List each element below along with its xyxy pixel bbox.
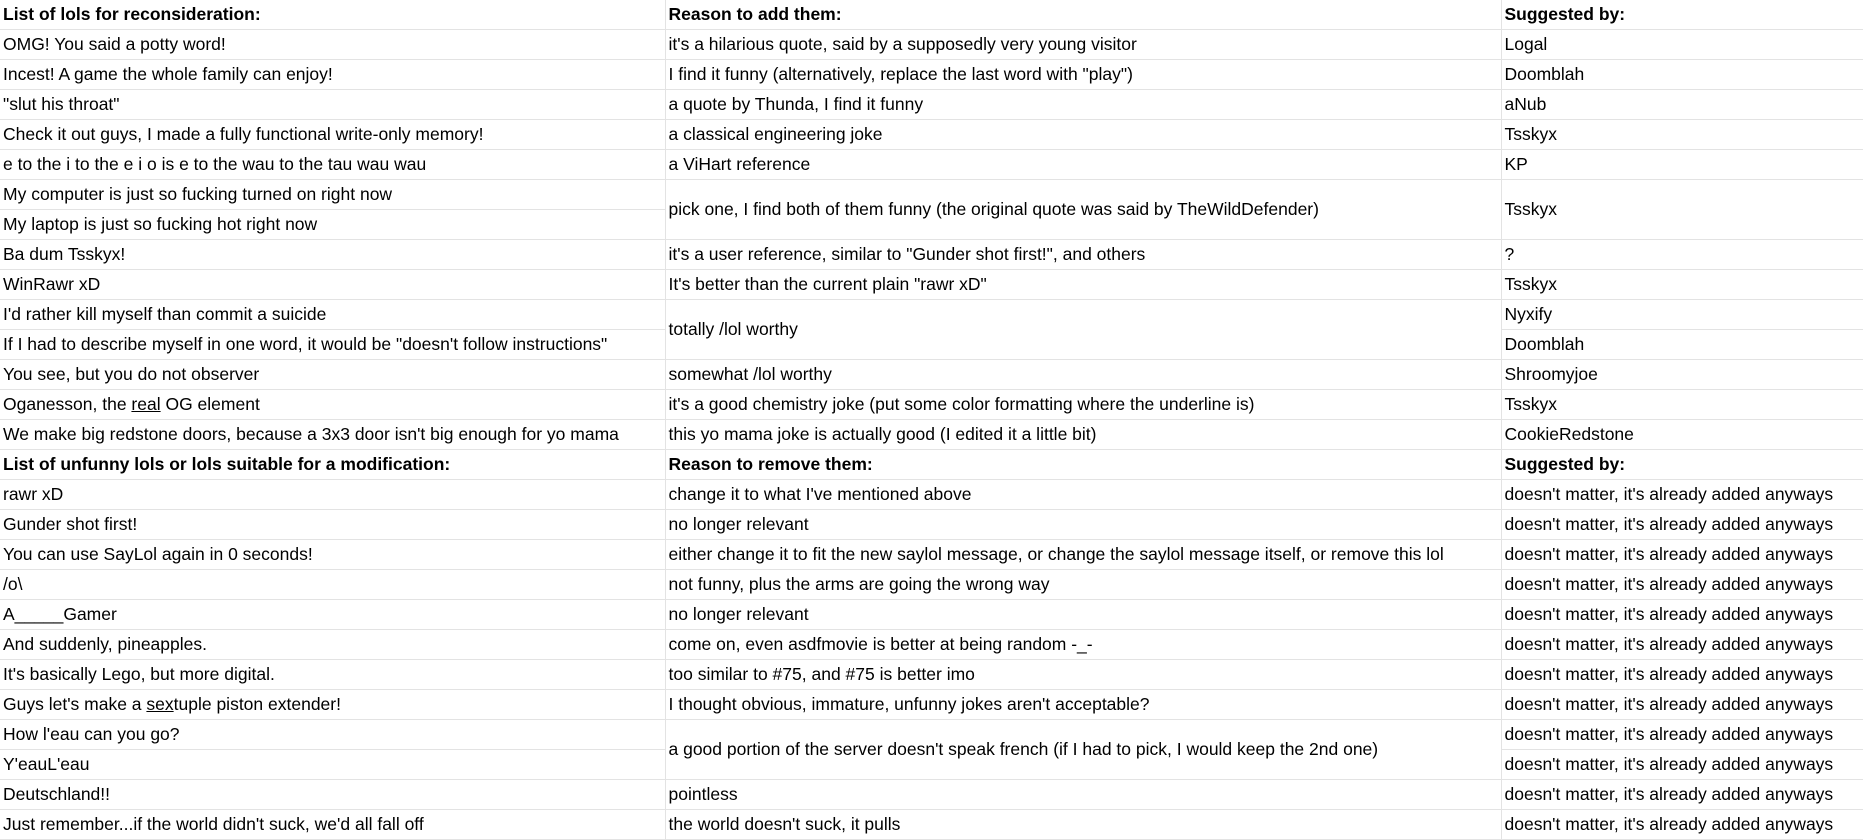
header-suggested-cell[interactable]: Suggested by: — [1501, 0, 1863, 30]
reason-cell[interactable]: too similar to #75, and #75 is better imo — [665, 660, 1501, 690]
reason-cell[interactable]: I thought obvious, immature, unfunny jokes aren't acceptable? — [665, 690, 1501, 720]
suggested-by-cell[interactable]: CookieRedstone — [1501, 420, 1863, 450]
reason-cell-merged[interactable]: a good portion of the server doesn't speak french (if I had to pick, I would keep the 2nd one) — [665, 720, 1501, 780]
lol-cell[interactable]: Incest! A game the whole family can enjoy! — [0, 60, 665, 90]
reason-cell[interactable]: it's a hilarious quote, said by a supposedly very young visitor — [665, 30, 1501, 60]
table-row — [0, 150, 1863, 180]
table-row — [0, 420, 1863, 450]
suggested-by-cell[interactable]: Nyxify — [1501, 300, 1863, 330]
lol-cell[interactable]: WinRawr xD — [0, 270, 665, 300]
header-lols-cell[interactable]: List of lols for reconsideration: — [0, 0, 665, 30]
suggested-by-cell[interactable]: doesn't matter, it's already added anyways — [1501, 720, 1863, 750]
suggested-by-cell[interactable]: KP — [1501, 150, 1863, 180]
lol-text-underlined: sex — [146, 694, 174, 714]
suggested-by-cell[interactable]: doesn't matter, it's already added anyways — [1501, 780, 1863, 810]
suggested-by-cell[interactable]: Shroomyjoe — [1501, 360, 1863, 390]
header-reason-cell[interactable]: Reason to add them: — [665, 0, 1501, 30]
lol-cell[interactable]: I'd rather kill myself than commit a suicide — [0, 300, 665, 330]
suggested-by-cell[interactable]: aNub — [1501, 90, 1863, 120]
suggested-by-cell[interactable]: doesn't matter, it's already added anyways — [1501, 630, 1863, 660]
lol-text-post: tuple piston extender! — [173, 694, 341, 714]
suggested-by-cell[interactable]: Logal — [1501, 30, 1863, 60]
header-reason-cell[interactable]: Reason to remove them: — [665, 450, 1501, 480]
reason-cell[interactable]: not funny, plus the arms are going the wrong way — [665, 570, 1501, 600]
lol-cell[interactable]: My laptop is just so fucking hot right now — [0, 210, 665, 240]
table-row — [0, 240, 1863, 270]
lol-cell[interactable] — [0, 390, 665, 420]
reason-cell[interactable]: either change it to fit the new saylol message, or change the saylol message itself, or remove this lol — [665, 540, 1501, 570]
table-row — [0, 540, 1863, 570]
lol-cell[interactable] — [0, 690, 665, 720]
lol-cell[interactable]: Y'eauL'eau — [0, 750, 665, 780]
suggested-by-cell[interactable]: doesn't matter, it's already added anyways — [1501, 600, 1863, 630]
suggested-by-cell[interactable]: doesn't matter, it's already added anyways — [1501, 810, 1863, 840]
section2-header-row — [0, 450, 1863, 480]
table-row — [0, 690, 1863, 720]
table-row — [0, 660, 1863, 690]
suggested-by-cell[interactable]: Tsskyx — [1501, 120, 1863, 150]
lol-cell[interactable]: "slut his throat" — [0, 90, 665, 120]
reason-cell-merged[interactable]: pick one, I find both of them funny (the original quote was said by TheWildDefender) — [665, 180, 1501, 240]
reason-cell[interactable]: this yo mama joke is actually good (I edited it a little bit) — [665, 420, 1501, 450]
suggested-by-cell[interactable]: doesn't matter, it's already added anyways — [1501, 480, 1863, 510]
table-row — [0, 60, 1863, 90]
suggested-by-cell[interactable]: doesn't matter, it's already added anyways — [1501, 690, 1863, 720]
lol-cell[interactable]: /o\ — [0, 570, 665, 600]
table-row — [0, 120, 1863, 150]
lol-cell[interactable]: It's basically Lego, but more digital. — [0, 660, 665, 690]
table-row — [0, 270, 1863, 300]
table-row — [0, 90, 1863, 120]
reason-cell[interactable]: somewhat /lol worthy — [665, 360, 1501, 390]
lol-cell[interactable]: My computer is just so fucking turned on right now — [0, 180, 665, 210]
table-row — [0, 300, 1863, 330]
reason-cell[interactable]: the world doesn't suck, it pulls — [665, 810, 1501, 840]
table-row — [0, 480, 1863, 510]
header-suggested-cell[interactable]: Suggested by: — [1501, 450, 1863, 480]
reason-cell-merged[interactable]: totally /lol worthy — [665, 300, 1501, 360]
reason-cell[interactable]: I find it funny (alternatively, replace the last word with "play") — [665, 60, 1501, 90]
suggested-by-cell[interactable]: Tsskyx — [1501, 270, 1863, 300]
lol-text-pre: Oganesson, the — [3, 394, 132, 414]
table-row — [0, 180, 1863, 210]
reason-cell[interactable]: no longer relevant — [665, 510, 1501, 540]
header-lols-cell[interactable]: List of unfunny lols or lols suitable for a modification: — [0, 450, 665, 480]
suggested-by-cell[interactable]: doesn't matter, it's already added anyways — [1501, 750, 1863, 780]
suggested-by-cell-merged[interactable]: Tsskyx — [1501, 180, 1863, 240]
reason-cell[interactable]: pointless — [665, 780, 1501, 810]
suggested-by-cell[interactable]: doesn't matter, it's already added anyways — [1501, 510, 1863, 540]
lol-cell[interactable]: You can use SayLol again in 0 seconds! — [0, 540, 665, 570]
table-row — [0, 600, 1863, 630]
reason-cell[interactable]: no longer relevant — [665, 600, 1501, 630]
table-row — [0, 630, 1863, 660]
suggested-by-cell[interactable]: Doomblah — [1501, 330, 1863, 360]
lol-text-post: OG element — [160, 394, 260, 414]
table-row — [0, 360, 1863, 390]
table-row — [0, 30, 1863, 60]
reason-cell[interactable]: It's better than the current plain "rawr xD" — [665, 270, 1501, 300]
lol-cell[interactable]: A_____Gamer — [0, 600, 665, 630]
lol-cell[interactable]: You see, but you do not observer — [0, 360, 665, 390]
table-row — [0, 510, 1863, 540]
lol-cell[interactable]: OMG! You said a potty word! — [0, 30, 665, 60]
lol-cell[interactable]: Gunder shot first! — [0, 510, 665, 540]
reason-cell[interactable]: a ViHart reference — [665, 150, 1501, 180]
lol-cell[interactable]: If I had to describe myself in one word, it would be "doesn't follow instructions" — [0, 330, 665, 360]
table-row — [0, 780, 1863, 810]
table-row — [0, 810, 1863, 840]
suggested-by-cell[interactable]: doesn't matter, it's already added anyways — [1501, 570, 1863, 600]
suggested-by-cell[interactable]: Tsskyx — [1501, 390, 1863, 420]
lol-cell[interactable]: Check it out guys, I made a fully functional write-only memory! — [0, 120, 665, 150]
suggested-by-cell[interactable]: doesn't matter, it's already added anyways — [1501, 540, 1863, 570]
lol-cell[interactable]: And suddenly, pineapples. — [0, 630, 665, 660]
lol-cell[interactable]: Ba dum Tsskyx! — [0, 240, 665, 270]
lol-cell[interactable]: e to the i to the e i o is e to the wau to the tau wau wau — [0, 150, 665, 180]
reason-cell[interactable]: come on, even asdfmovie is better at being random -_- — [665, 630, 1501, 660]
reason-cell[interactable]: it's a good chemistry joke (put some color formatting where the underline is) — [665, 390, 1501, 420]
lol-text-underlined: real — [131, 394, 161, 414]
lol-cell[interactable]: How l'eau can you go? — [0, 720, 665, 750]
suggested-by-cell[interactable]: doesn't matter, it's already added anyways — [1501, 660, 1863, 690]
table-row — [0, 570, 1863, 600]
lol-cell[interactable]: We make big redstone doors, because a 3x3 door isn't big enough for yo mama — [0, 420, 665, 450]
suggested-by-cell[interactable]: Doomblah — [1501, 60, 1863, 90]
table-row — [0, 720, 1863, 750]
section1-header-row — [0, 0, 1863, 30]
reason-cell[interactable]: a quote by Thunda, I find it funny — [665, 90, 1501, 120]
lol-cell[interactable]: rawr xD — [0, 480, 665, 510]
reason-cell[interactable]: a classical engineering joke — [665, 120, 1501, 150]
reason-cell[interactable]: it's a user reference, similar to "Gunder shot first!", and others — [665, 240, 1501, 270]
lol-cell[interactable]: Deutschland!! — [0, 780, 665, 810]
reason-cell[interactable]: change it to what I've mentioned above — [665, 480, 1501, 510]
lol-text-pre: Guys let's make a — [3, 694, 147, 714]
table-row — [0, 390, 1863, 420]
lol-cell[interactable]: Just remember...if the world didn't suck, we'd all fall off — [0, 810, 665, 840]
suggested-by-cell[interactable]: ? — [1501, 240, 1863, 270]
